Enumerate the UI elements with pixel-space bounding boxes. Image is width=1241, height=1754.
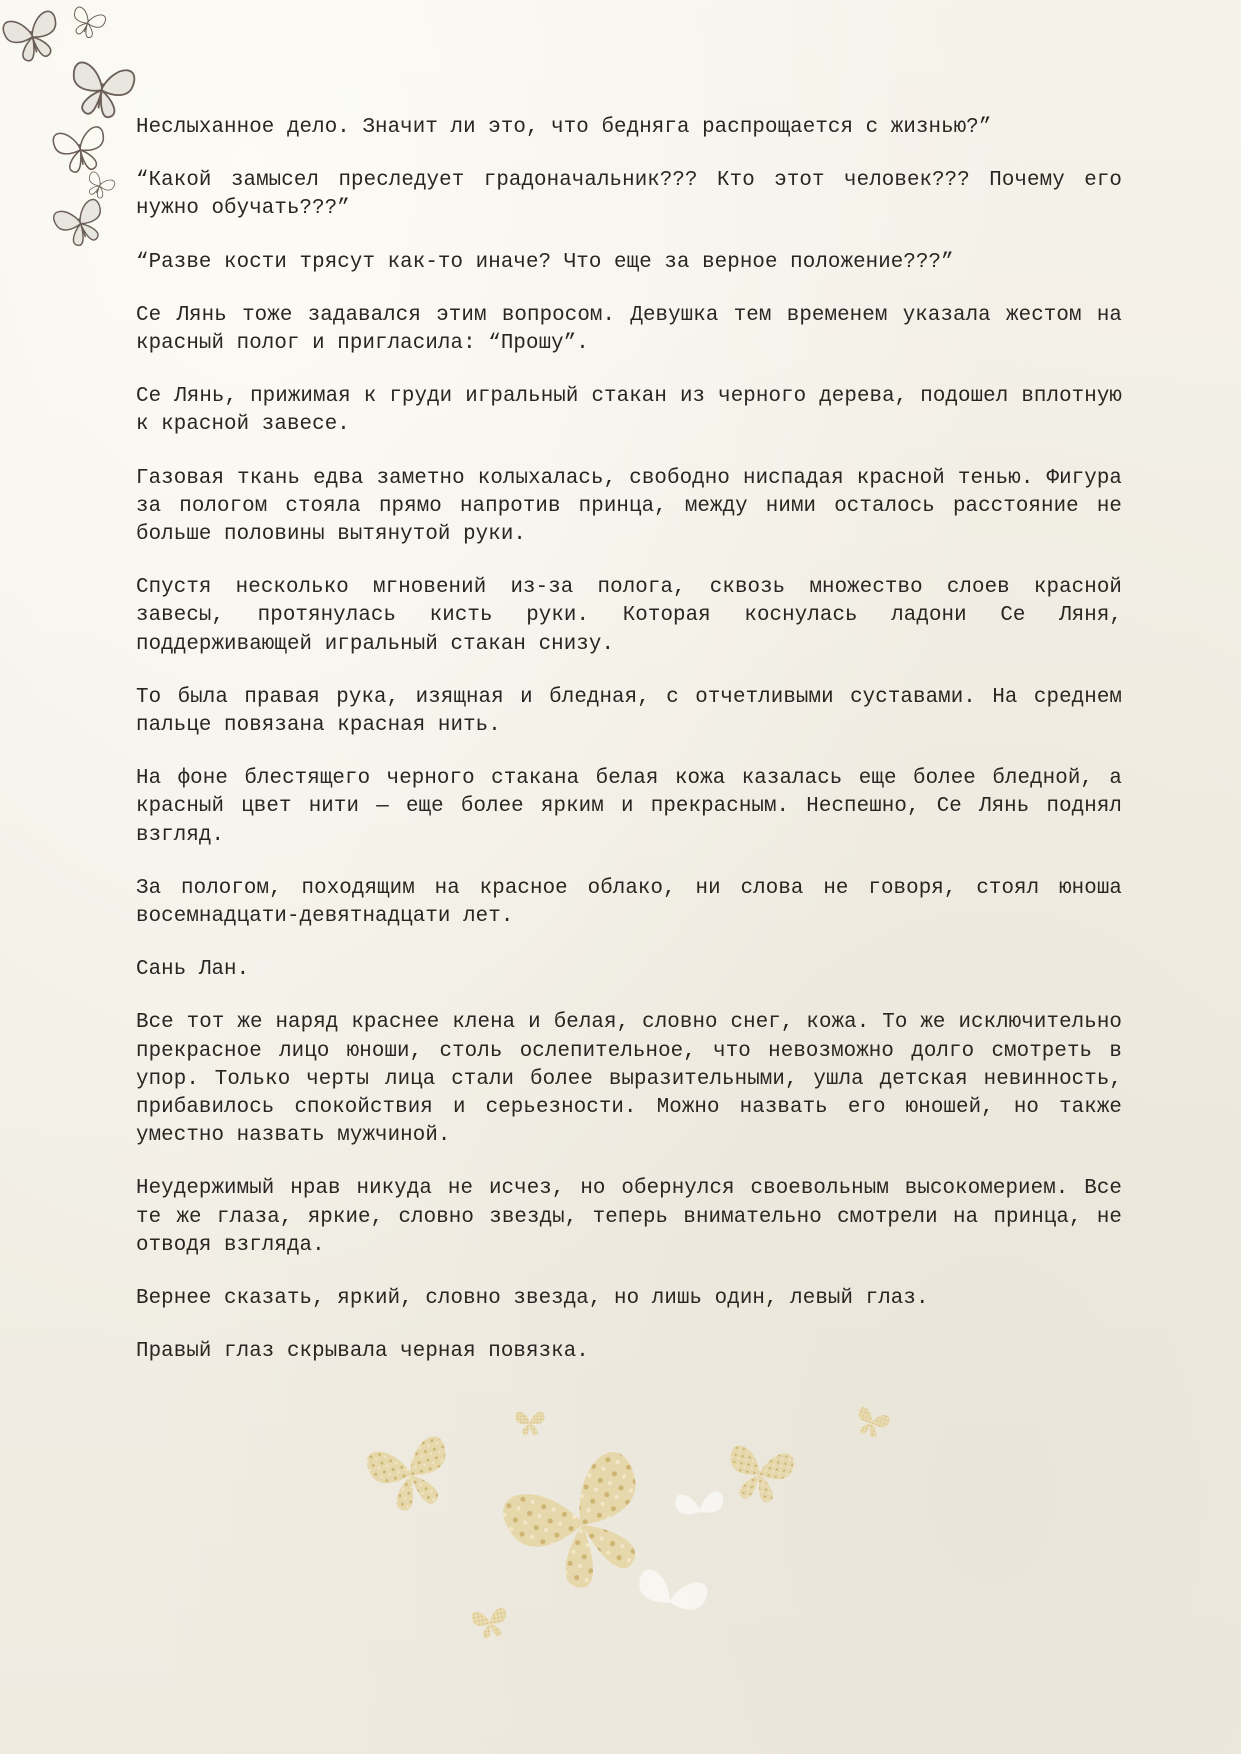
paragraph: Спустя несколько мгновений из-за полога, сквозь множество слоев красной завесы, протянулась кисть руки. Которая коснулась ладони Се Ляня, поддерживающей игральный стакан снизу. [136,576,1122,656]
gold-glitter-butterflies-icon [340,1400,900,1660]
paragraph: Неслыханное дело. Значит ли это, что бедняга распрощается с жизнью?” [136,116,992,139]
paragraph: За пологом, походящим на красное облако, ни слова не говоря, стоял юноша восемнадцати-девятнадцати лет. [136,876,1122,929]
paragraph: На фоне блестящего черного стакана белая кожа казалась еще более бледной, а красный цвет нити — еще более ярким и прекрасным. Неспешно, Се Лянь поднял взгляд. [136,767,1122,847]
paragraph: Вернее сказать, яркий, словно звезда, но лишь один, левый глаз. [136,1287,929,1311]
paragraph: То была правая рука, изящная и бледная, с отчетливыми суставами. На среднем пальце повязана красная нить. [136,685,1122,738]
text-body [136,114,1122,1392]
paragraph: Неудержимый нрав никуда не исчез, но обернулся своевольным высокомерием. Все те же глаза, яркие, словно звезды, теперь внимательно смотрели на принца, не отводя взгляда. [136,1177,1122,1257]
paragraph: “Разве кости трясут как-то иначе? Что еще за верное положение???” [136,250,954,274]
paragraph: Се Лянь, прижимая к груди игральный стакан из черного дерева, подошел вплотную к красной завесе. [136,385,1122,437]
paragraph: Се Лянь тоже задавался этим вопросом. Девушка тем временем указала жестом на красный полог и пригласила: “Прошу”. [136,303,1122,356]
paragraph: Сань Лан. [136,958,250,982]
paragraph: “Какой замысел преследует градоначальник??? Кто этот человек??? Почему его нужно обучать???” [136,169,1122,221]
paragraph: Газовая ткань едва заметно колыхалась, свободно ниспадая красной тенью. Фигура за пологом стояла прямо напротив принца, между ними осталось расстояние не больше половины вытянутой руки. [136,466,1122,547]
paragraph: Правый глаз скрывала черная повязка. [136,1340,589,1364]
paragraph: Все тот же наряд краснее клена и белая, словно снег, кожа. То же исключительно прекрасное лицо юноши, столь ослепительное, что невозможно долго смотреть в упор. Только черты лица стали более выразительными, ушла детская невинность, прибавилось спокойствия и серьезности. Можно назвать его юношей, но также уместно назвать мужчиной. [136,1011,1122,1148]
butterflies-outline-icon [0,0,150,260]
